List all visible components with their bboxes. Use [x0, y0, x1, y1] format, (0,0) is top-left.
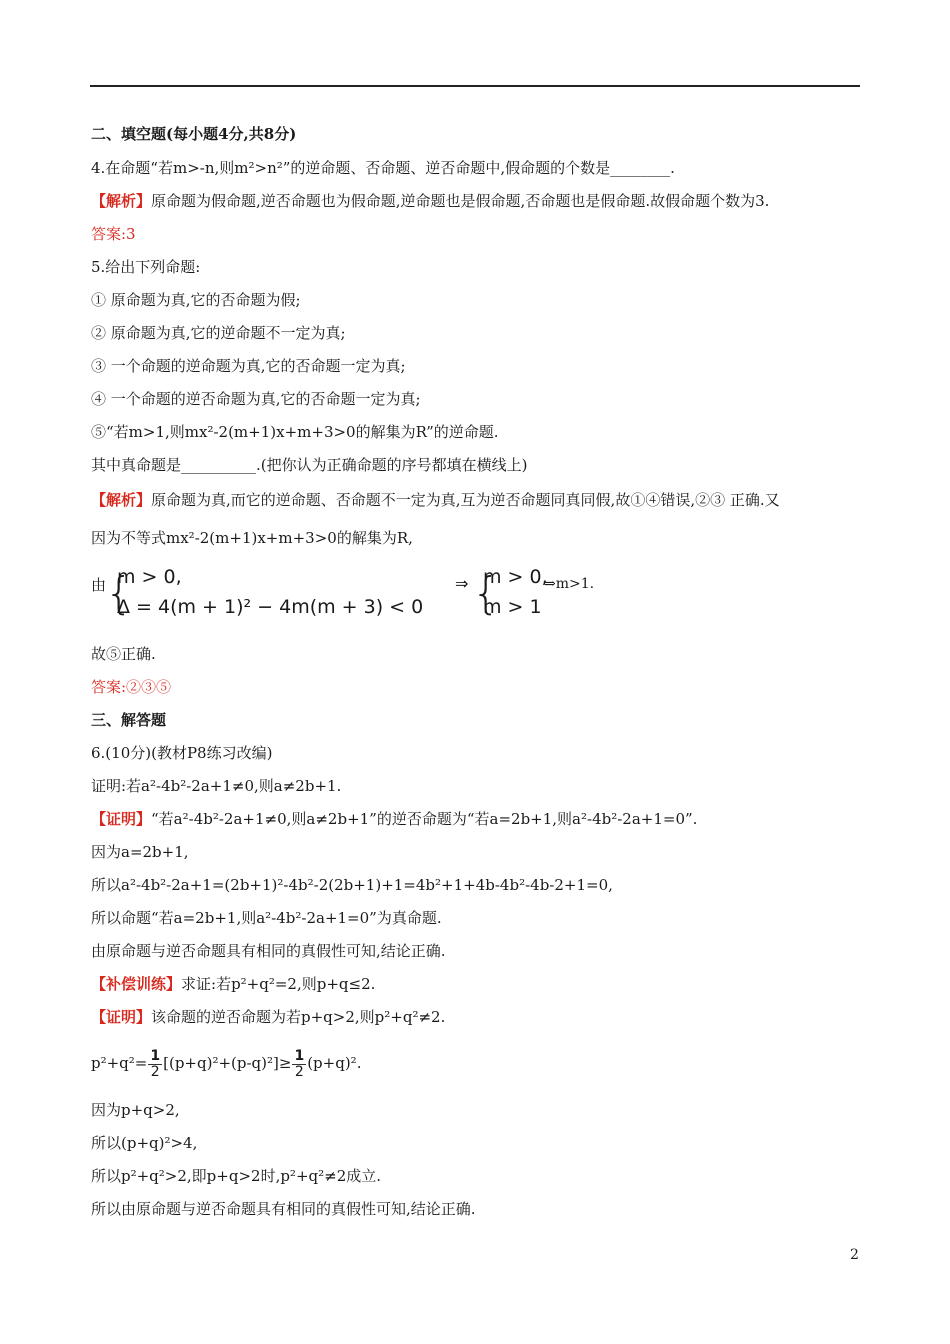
extra-statement: 求证:若p²+q²=2,则p+q≤2.: [181, 975, 376, 993]
extra-proof-line-3: 因为p+q>2,: [91, 1101, 180, 1119]
question-6-header: 6.(10分)(教材P8练习改编): [91, 744, 273, 762]
extra-proof-line-6: 所以由原命题与逆否命题具有相同的真假性可知,结论正确.: [91, 1200, 476, 1218]
q5-analysis-line-2: 因为不等式mx²-2(m+1)x+m+3>0的解集为R,: [91, 529, 413, 547]
extra-proof-line-2: [91, 1046, 361, 1080]
q6-proof-line-1: [91, 809, 697, 829]
q5-analysis-line-1: [91, 490, 780, 510]
math-prefix: 由: [91, 576, 107, 594]
system2-row2: m > 1: [483, 596, 542, 618]
q4-answer: 答案:3: [91, 225, 136, 243]
section-answer-title: 三、解答题: [91, 711, 167, 729]
proof-tag: 【证明】: [91, 810, 152, 828]
extra-proof-line-1: [91, 1007, 445, 1027]
fraction-denominator: 2: [294, 1063, 304, 1080]
extra-proof-mid: [(p+q)²+(p-q)²]≥: [163, 1054, 292, 1072]
extra-training-tag: 【补偿训练】: [91, 975, 182, 993]
q5-item-1: ① 原命题为真,它的否命题为假;: [91, 291, 301, 309]
fraction-one-half: [292, 1049, 306, 1080]
system2-row1: m > 0,: [483, 566, 548, 588]
q6-proof-text-1: “若a²-4b²-2a+1≠0,则a≠2b+1”的逆否命题为“若a=2b+1,则a²-4b²-2a+1=0”.: [151, 810, 698, 828]
system1-row1: m > 0,: [117, 566, 182, 588]
proof-tag: 【证明】: [91, 1008, 152, 1026]
q5-blank: 其中真命题是__________.(把你认为正确命题的序号都填在横线上): [91, 456, 528, 474]
fraction-numerator: 1: [150, 1047, 161, 1064]
inequality-system: [91, 566, 711, 626]
header-rule: [90, 85, 860, 87]
fraction-one-half: [148, 1049, 162, 1080]
q5-item-4: ④ 一个命题的逆否命题为真,它的否命题一定为真;: [91, 390, 421, 408]
extra-proof-right: (p+q)².: [307, 1054, 362, 1072]
question-6-statement: 证明:若a²-4b²-2a+1≠0,则a≠2b+1.: [91, 777, 342, 795]
extra-proof-line-5: 所以p²+q²>2,即p+q>2时,p²+q²≠2成立.: [91, 1167, 382, 1185]
extra-proof-text-1: 该命题的逆否命题为若p+q>2,则p²+q²≠2.: [151, 1008, 446, 1026]
extra-proof-left: p²+q²=: [91, 1054, 148, 1072]
fraction-numerator: 1: [294, 1047, 305, 1064]
q5-item-5: ⑤“若m>1,则mx²-2(m+1)x+m+3>0的解集为R”的逆命题.: [91, 423, 499, 441]
analysis-tag: 【解析】: [91, 491, 152, 509]
q5-answer: 答案:②③⑤: [91, 678, 172, 696]
q6-proof-line-4: 所以命题“若a=2b+1,则a²-4b²-2a+1=0”为真命题.: [91, 909, 442, 927]
page-number: 2: [850, 1247, 859, 1263]
implies-arrow: ⇒: [455, 574, 469, 593]
left-brace-1: {: [105, 568, 133, 619]
q5-item-3: ③ 一个命题的逆命题为真,它的否命题一定为真;: [91, 357, 406, 375]
q5-analysis-text-1: 原命题为真,而它的逆命题、否命题不一定为真,互为逆否命题同真同假,故①④错误,②③ 正确.又: [151, 491, 780, 509]
q4-analysis: [91, 191, 769, 211]
q6-proof-line-3: 所以a²-4b²-2a+1=(2b+1)²-4b²-2(2b+1)+1=4b²+1+4b-4b²-4b-2+1=0,: [91, 876, 613, 894]
fraction-denominator: 2: [150, 1063, 160, 1080]
system1-row2: Δ = 4(m + 1)² − 4m(m + 3) < 0: [117, 596, 424, 618]
section-fill-in-title: 二、填空题(每小题4分,共8分): [91, 125, 297, 143]
q5-item-2: ② 原命题为真,它的逆命题不一定为真;: [91, 324, 346, 342]
q4-analysis-text: 原命题为假命题,逆否命题也为假命题,逆命题也是假命题,否命题也是假命题.故假命题个数为3.: [151, 192, 770, 210]
extra-training-line: [91, 974, 375, 994]
q6-proof-line-5: 由原命题与逆否命题具有相同的真假性可知,结论正确.: [91, 942, 446, 960]
analysis-tag: 【解析】: [91, 192, 152, 210]
q6-proof-line-2: 因为a=2b+1,: [91, 843, 189, 861]
question-4: 4.在命题“若m>-n,则m²>n²”的逆命题、否命题、逆否命题中,假命题的个数是________.: [91, 159, 675, 177]
q5-conclusion: 故⑤正确.: [91, 645, 156, 663]
question-5-intro: 5.给出下列命题:: [91, 258, 201, 276]
left-brace-2: {: [472, 568, 500, 619]
math-tail: ⇒m>1.: [544, 576, 595, 592]
extra-proof-line-4: 所以(p+q)²>4,: [91, 1134, 198, 1152]
